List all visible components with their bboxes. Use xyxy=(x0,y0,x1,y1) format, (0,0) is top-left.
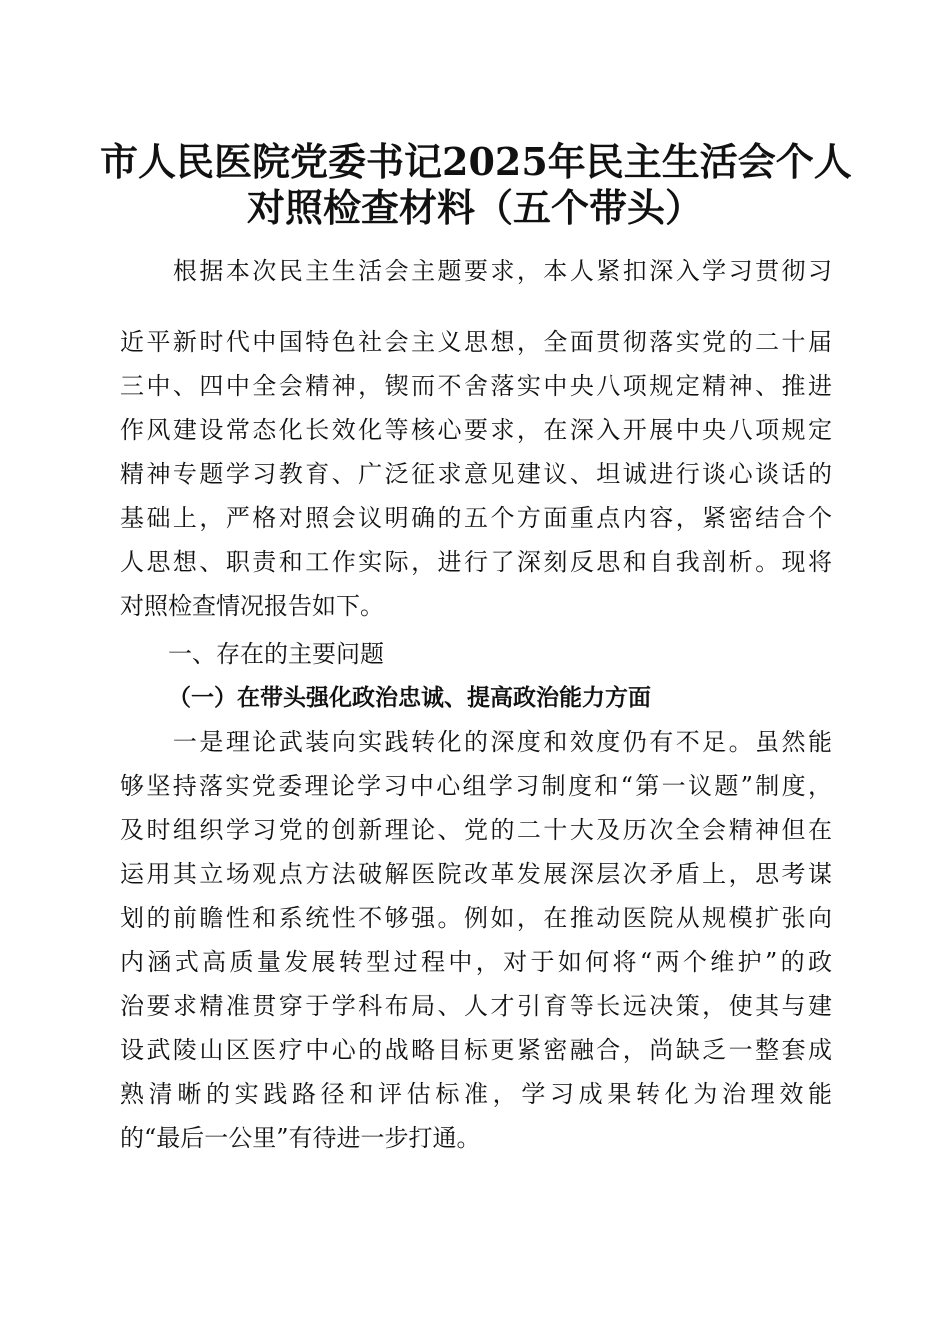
paragraph-line: 的“最后一公里”有待进一步打通。 xyxy=(120,1124,481,1152)
paragraph-line: 及时组织学习党的创新理论、党的二十大及历次全会精神但在 xyxy=(120,816,832,844)
intro-line: 精神专题学习教育、广泛征求意见建议、坦诚进行谈心谈话的 xyxy=(120,460,832,488)
intro-line: 近平新时代中国特色社会主义思想，全面贯彻落实党的二十届 xyxy=(120,328,832,356)
intro-line: 基础上，严格对照会议明确的五个方面重点内容，紧密结合个 xyxy=(120,504,832,532)
intro-line: 人思想、职责和工作实际，进行了深刻反思和自我剖析。现将 xyxy=(120,548,832,576)
document-title-line-2: 对照检查材料（五个带头） xyxy=(246,185,703,230)
paragraph-line: 运用其立场观点方法破解医院改革发展深层次矛盾上，思考谋 xyxy=(120,860,832,888)
intro-line: 三中、四中全会精神，锲而不舍落实中央八项规定精神、推进 xyxy=(120,372,832,400)
intro-line: 作风建设常态化长效化等核心要求，在深入开展中央八项规定 xyxy=(120,416,832,444)
intro-line: 对照检查情况报告如下。 xyxy=(120,592,384,620)
paragraph-line: 内涵式高质量发展转型过程中，对于如何将“两个维护”的政 xyxy=(120,948,832,976)
paragraph-line: 设武陵山区医疗中心的战略目标更紧密融合，尚缺乏一整套成 xyxy=(120,1036,832,1064)
paragraph-line: 够坚持落实党委理论学习中心组学习制度和“第一议题”制度， xyxy=(120,772,832,800)
paragraph-line: 熟清晰的实践路径和评估标准，学习成果转化为治理效能 xyxy=(120,1080,832,1108)
paragraph-line: 划的前瞻性和系统性不够强。例如，在推动医院从规模扩张向 xyxy=(120,904,832,932)
section-heading: 一、存在的主要问题 xyxy=(168,640,384,668)
document-title-line-1: 市人民医院党委书记2025年民主生活会个人 xyxy=(100,139,852,184)
paragraph-line: 治要求精准贯穿于学科布局、人才引育等长远决策，使其与建 xyxy=(120,992,832,1020)
paragraph-line: 一是理论武装向实践转化的深度和效度仍有不足。虽然能 xyxy=(120,728,832,756)
intro-line: 根据本次民主生活会主题要求，本人紧扣深入学习贯彻习 xyxy=(120,257,832,285)
subsection-heading: （一）在带头强化政治忠诚、提高政治能力方面 xyxy=(168,684,651,711)
